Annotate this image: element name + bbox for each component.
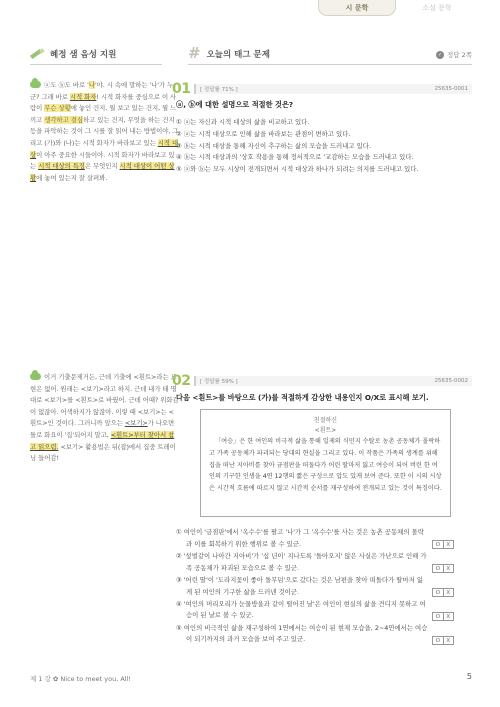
note-text-run: 가 나오면 틀로 화요이 '집'되어지 말고, <box>30 419 175 439</box>
ox-answer-box[interactable] <box>432 636 454 645</box>
ox-x-option[interactable]: X <box>446 590 451 597</box>
note-text-run: <보기> <box>124 419 148 428</box>
note-text-run: 시적 대상이 어떤 상황 <box>30 162 175 182</box>
ox-x-option[interactable]: X <box>446 566 451 573</box>
ox-item <box>176 527 454 550</box>
sidebar-divider <box>30 64 162 65</box>
question-2-header <box>172 374 472 387</box>
hint-box-body: 「여승」은 한 여인의 비극적 삶을 통해 일제의 식민지 수탈로 농촌 공동체가 몰락하고 가족 공동체가 파괴되는 당대의 현실을 그리고 있다. 이 작품은 가족의 생계를 위해 집을 떠난 지아비를 찾아 금점판을 떠돌다가 어린 딸마저 잃고 여승이 되어 버린 한 여인의 기구한 인생을 4연 12행의 짧은 구성으로 압도 있게 보여 준다. 또한 이 시의 시상은 시간적 흐름에 따르지 않고 시간적 순서를 재구성하여 전개되고 있는 것이 특징이다. <box>209 438 442 493</box>
question-1-text: ⓐ, ⓑ에 대한 설명으로 적절한 것은? <box>176 100 294 109</box>
ox-answer-box[interactable] <box>432 612 454 621</box>
question-2-meta <box>194 376 472 386</box>
ox-item <box>176 599 454 622</box>
question-1-option[interactable]: ③ ⓑ는 시적 대상을 통해 자신이 추구하는 삶의 모습을 드러내고 있다. <box>176 141 371 150</box>
note-text-run: 이 아주 중요한 시들이야. 시적 화자가 바라보고 있는 <box>30 150 175 171</box>
question-2-text: 다음 <흰트>를 바탕으로 (가)를 적절하게 감상한 내용인지 O/X로 표시해 보기. <box>176 393 429 402</box>
question-1-meta <box>194 84 472 94</box>
tab-novel[interactable]: 소설 문학 <box>422 4 452 12</box>
note-text-run: 시적 화자 <box>69 92 97 101</box>
sidebar-note-1 <box>30 80 180 184</box>
note-text-run: 무슨 상황 <box>44 104 71 113</box>
question-2-code: 25635-0002 <box>434 377 468 384</box>
question-1-option[interactable]: ④ ⓑ는 시적 대상과의 '상호 작용을 통해 정서적으로 '교감하는 모습을 드러내고 있다. <box>176 153 414 162</box>
ox-item <box>176 623 454 646</box>
sidebar-title <box>30 48 116 60</box>
ox-item-text: ⑤ 여인의 비극적인 삶을 재구성하여 1연에서는 여승이 된 현재 모습을, 2~4연에서는 여승이 되기까지의 과거 모습을 보여 주고 있군. <box>176 623 428 644</box>
note-text-run: <흰트>부터 찾아서 참고 읽으렴. <box>30 430 175 451</box>
question-2-rate: [ 정답률 59% ] <box>200 378 238 385</box>
note-text-run: 나 <box>88 81 95 89</box>
ox-item <box>176 575 454 598</box>
question-1-header <box>172 82 472 95</box>
ox-answer-box[interactable] <box>432 588 454 597</box>
ox-answer-box[interactable] <box>432 540 454 549</box>
ox-answer-box[interactable] <box>432 564 454 573</box>
ox-item-text: ② '섶벌같이 나아간 지아비'가 '십 년이' 지나도록 '돌아오지' 않은 사실은 가난으로 인해 가족 공동체가 파괴된 모습으로 볼 수 있군. <box>176 551 427 572</box>
tab-poetry[interactable]: 시 문학 <box>318 0 396 16</box>
sidebar-title-text: 혜정 샘 음성 지원 <box>50 50 117 60</box>
note-text-run: 하고 있는 건지, 무엇을 하는 건지 등을 파악하는 것이 그 시를 잘 읽어 내는 방법이야, 그리고 (가)와 (나)는 시적 화자가 바라보고 있는 <box>30 115 179 147</box>
ox-item <box>176 551 454 574</box>
ox-o-option[interactable]: O <box>433 589 444 596</box>
question-1-code: 25635-0001 <box>434 85 468 92</box>
main-title <box>188 46 270 61</box>
footer-chapter: 제 1 강 ✿ Nice to meet you, All! <box>30 675 131 683</box>
question-1-option[interactable]: ⑤ ⓐ와 ⓑ는 모두 시상이 전개되면서 시적 대상과 하나가 되려는 의지를 드러내고 있다. <box>176 165 419 174</box>
question-1-option[interactable]: ② ⓐ는 시적 대상으로 인해 삶을 바라보는 관점이 변하고 있다. <box>176 129 351 138</box>
answer-link-label: 정답 2쪽 <box>446 51 472 59</box>
ox-x-option[interactable]: X <box>446 638 451 645</box>
pencil-icon <box>30 49 44 59</box>
main-divider <box>188 64 472 65</box>
page-number: 5 <box>466 672 472 681</box>
cloud-icon <box>30 373 41 380</box>
note-text-run: 은 무엇인지 <box>84 162 120 171</box>
note-text-run: 시적 대상의 특징 <box>38 162 85 171</box>
question-1-option[interactable]: ① ⓐ는 자신과 시적 대상의 삶을 비교하고 있다. <box>176 118 310 126</box>
question-2-number: 02 <box>172 372 191 389</box>
note-text-run: 생각하고 결심 <box>44 115 83 124</box>
note-text-run: 에 놓인 건지, 뭘 보고 있는 건지, 뭘 느끼고 <box>30 104 177 124</box>
hashtag-icon: # <box>188 44 201 62</box>
note-text-run: <보기> 활용법은 뒤(잡)에서 집중 트레이닝 들어감! <box>30 442 176 463</box>
note-text-run: 이거 기출문제거든, 근데 기출에 <흰트>라는 표현은 없어. 원래는 <보기>라고 하지. 근데 내가 태 명대로 <보기>를 <흰트>로 바꿨어. 근데 어때? 위화감이 없잖아. 어색하지가 않잖아. 이렇 때 <보기>는 <흰트>인 것이다. 그러니까 앞으는 <box>30 373 179 428</box>
ox-o-option[interactable]: O <box>433 541 444 548</box>
hint-box-label-top: 친절하신 <box>313 417 338 424</box>
ox-x-option[interactable]: X <box>446 542 451 549</box>
ox-item-text: ① 여인이 '금점판'에서 '옥수수'를 팔고 '나'가 그 '옥수수'를 사는 것은 농촌 공동체의 몰락과 이를 회복하기 위한 행위로 볼 수 있군. <box>176 528 424 548</box>
ox-x-option[interactable]: X <box>446 614 451 621</box>
note-text-run: '야. 시 속에 말하는 '나'가 누군? 그래 바로 <box>30 81 174 101</box>
ox-item-text: ④ '여인의 머리오리가 눈물방울과 같이 떨어진 날'은 여인이 현실의 삶을 견디지 못하고 여승이 된 날로 볼 수 있군. <box>176 599 426 620</box>
note-text-run: 에 놓여 있는지 잘 살펴봐. <box>36 173 108 182</box>
ox-o-option[interactable]: O <box>433 613 444 620</box>
ox-item-text: ③ '어린 딸'이 '도라지꽃이 좋아 돌무덤'으로 갔다는 것은 남편을 찾아 떠돌다가 딸마저 잃게 된 여인의 기구한 삶을 드러낸 것이군. <box>176 575 424 596</box>
cloud-icon <box>30 81 41 88</box>
question-1-options <box>176 117 476 176</box>
answer-link[interactable] <box>436 50 472 59</box>
note-text-run: 시적 대상 <box>30 138 179 159</box>
hint-box <box>200 409 451 517</box>
check-icon: ✓ <box>437 51 443 58</box>
note-text-run: ! 시적 화자를 중심으로 이 사람이 <box>30 92 177 113</box>
question-1-rate: [ 정답률 71% ] <box>200 86 238 93</box>
hint-box-label: <흰트> <box>314 427 337 434</box>
question-1-number: 01 <box>172 80 191 97</box>
ox-list <box>176 527 454 647</box>
ox-o-option[interactable]: O <box>433 637 444 644</box>
ox-o-option[interactable]: O <box>433 565 444 572</box>
note-text-run: ⓐ도 ⓑ도 바로 ' <box>44 81 89 89</box>
sidebar-note-2 <box>30 372 180 465</box>
main-title-text: 오늘의 태그 문제 <box>206 49 270 60</box>
